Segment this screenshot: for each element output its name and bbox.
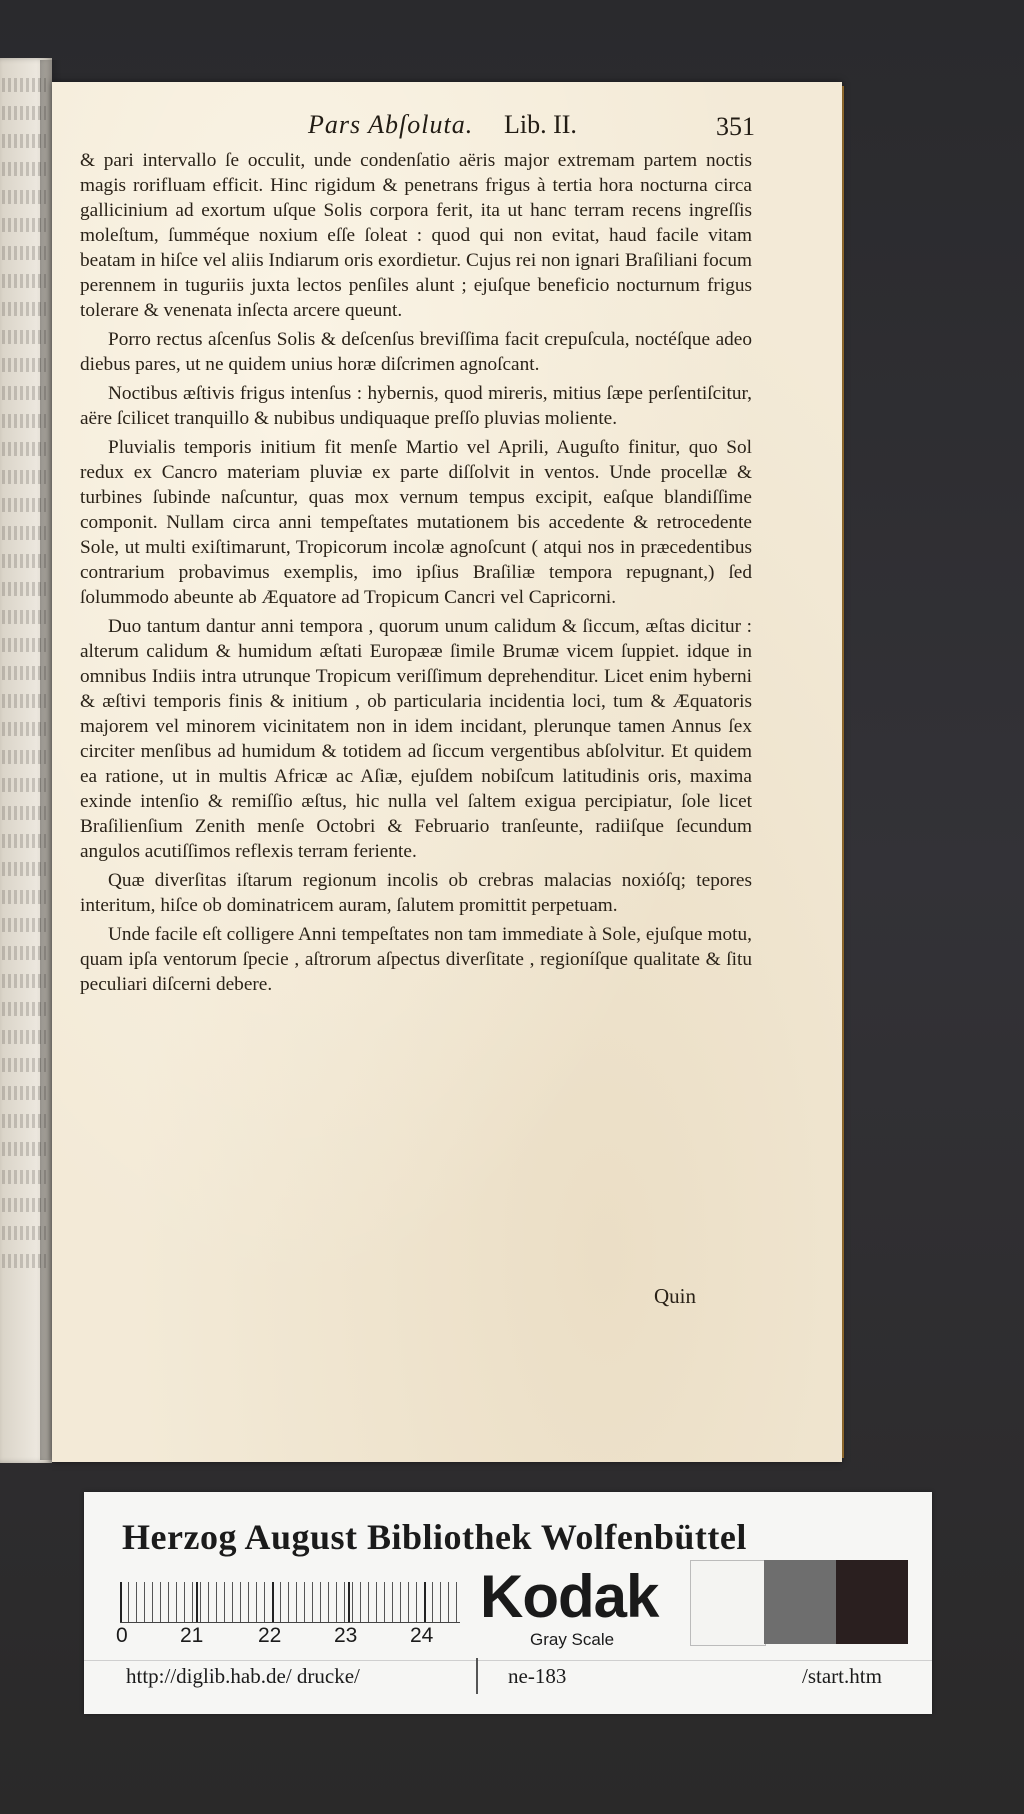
running-title: Pars Abſoluta. <box>308 110 474 139</box>
paragraph: Noctibus æſtivis frigus intenſus : hybernis, quod mireris, mitius ſæpe perſentiſcitur, aëre ſcilicet tranquillo & nubibus undiquaque preſſo pluvias moliente. <box>80 383 752 429</box>
source-url-prefix: http://diglib.hab.de/ drucke/ <box>126 1664 360 1688</box>
ruler-label: 24 <box>410 1624 434 1647</box>
ruler-label: 0 <box>116 1624 128 1647</box>
book-label: Lib. II. <box>504 110 577 139</box>
page-number: 351 <box>716 112 755 141</box>
library-name: Herzog August Bibliothek Wolfenbüttel <box>122 1517 747 1557</box>
ruler-tick <box>196 1582 198 1622</box>
ruler-labels <box>116 1624 476 1648</box>
paragraph: Pluvialis temporis initium fit menſe Martio vel Aprili, Auguſto finitur, quo Sol redux ex Cancro materiam pluviæ ex parte diſſolvit in ventos. Unde procellæ & turbines ſubinde naſcuntur, quas mox vernum tempus excipit, eaſque blandiſſime componit. Nullam circa anni tempeſtates mutationem bis accedente & retrocedente Sole, ut multi exiſtimarunt, Tropicorum incolæ agnoſcunt ( atqui nos in præcedentibus contrarium probavimus exemplis, imo ipſius Braſiliæ tempora repugnant,) ſed ſolummodo abeunte ab Æquatore ad Tropicum Cancri vel Capricorni. <box>80 437 752 608</box>
source-url-suffix: /start.htm <box>802 1664 882 1688</box>
paragraph: & pari intervallo ſe occulit, unde condenſatio aëris major extremam partem noctis magis rorifluam efficit. Hinc rigidum & penetrans frigus à tertia hora nocturna circa gallicinium ad exortum uſque Solis corpora ferit, ita ut hanc terram recens ingreſſis moleſtum, ſumméque noxium eſſe ſoleat : quod qui non evitat, haud facile vitam beatam in hiſce vel aliis Indiarum oris exordietur. Cujus rei non ignari Braſiliani focum perennem in tuguriis juxta lectos penſiles alunt ; ejuſque beneficio nocturnum frigus tolerare & venenata inſecta arcere queunt. <box>80 150 752 321</box>
gray-swatch-white <box>690 1560 766 1646</box>
ruler-label: 21 <box>180 1624 204 1647</box>
scale-ruler <box>120 1582 460 1623</box>
running-head <box>110 110 810 144</box>
gray-scale-label: Gray Scale <box>530 1630 615 1649</box>
paragraph: Porro rectus aſcenſus Solis & deſcenſus breviſſima facit crepuſcula, noctéſque adeo diebus pares, ut ne quidem unius horæ diſcrimen agnoſcant. <box>80 329 752 375</box>
gray-swatch-dark <box>836 1560 908 1644</box>
gray-swatch-mid <box>764 1560 836 1644</box>
ruler-tick <box>272 1582 274 1622</box>
ruler-tick <box>120 1582 122 1622</box>
book-page <box>52 82 842 1462</box>
paragraph: Unde facile eſt colligere Anni tempeſtates non tam immediate à Sole, ejuſque motu, quam ipſa ventorum ſpecie , aſtrorum aſpectus diverſitate , regioníſque qualitate & ſitu peculiari diſcerni debere. <box>80 924 752 995</box>
url-separator <box>476 1658 478 1694</box>
kodak-logo: Kodak <box>480 1563 659 1630</box>
ruler-label: 22 <box>258 1624 282 1647</box>
ruler-label: 23 <box>334 1624 358 1647</box>
target-divider <box>84 1660 932 1661</box>
ruler-tick <box>348 1582 350 1622</box>
paragraph: Quæ diverſitas iſtarum regionum incolis ob crebras malacias noxióſq; tepores interitum, hiſce ob dominatricem auram, ſalutem promittit perpetuam. <box>80 870 752 916</box>
library-color-target <box>84 1492 932 1714</box>
catchword: Quin <box>654 1284 696 1308</box>
source-url-id: ne-183 <box>508 1664 567 1688</box>
ruler-tick <box>424 1582 426 1622</box>
body-text <box>80 148 752 997</box>
paragraph: Duo tantum dantur anni tempora , quorum unum calidum & ſiccum, æſtas dicitur : alterum calidum & humidum æſtati Europææ ſimile Brumæ vicem ſuppiet. idque in omnibus Indiis intra utrunque Tropicum veriſſimum deprehenditur. Licet enim hyberni & æſtivi temporis finis & initium , ob particularia incidentia loci, tum & Æquatoris majorem vel minorem vicinitatem non in idem incidant, plerunque tamen Annus ſex circiter menſibus ad humidum & totidem ad ſiccum vergentibus abſolvitur. Et quidem ea ratione, ut in multis Africæ ac Aſiæ, ejuſdem nobiſcum latitudinis oris, maxima exinde intenſio & remiſſio æſtus, hic nulla vel ſaltem exigua percipiatur, ſole licet Braſilienſium Zenith menſe Octobri & Februario tranſeunte, radiiſque ſecundum angulos acutiſſimos reflexis terram feriente. <box>80 616 752 862</box>
